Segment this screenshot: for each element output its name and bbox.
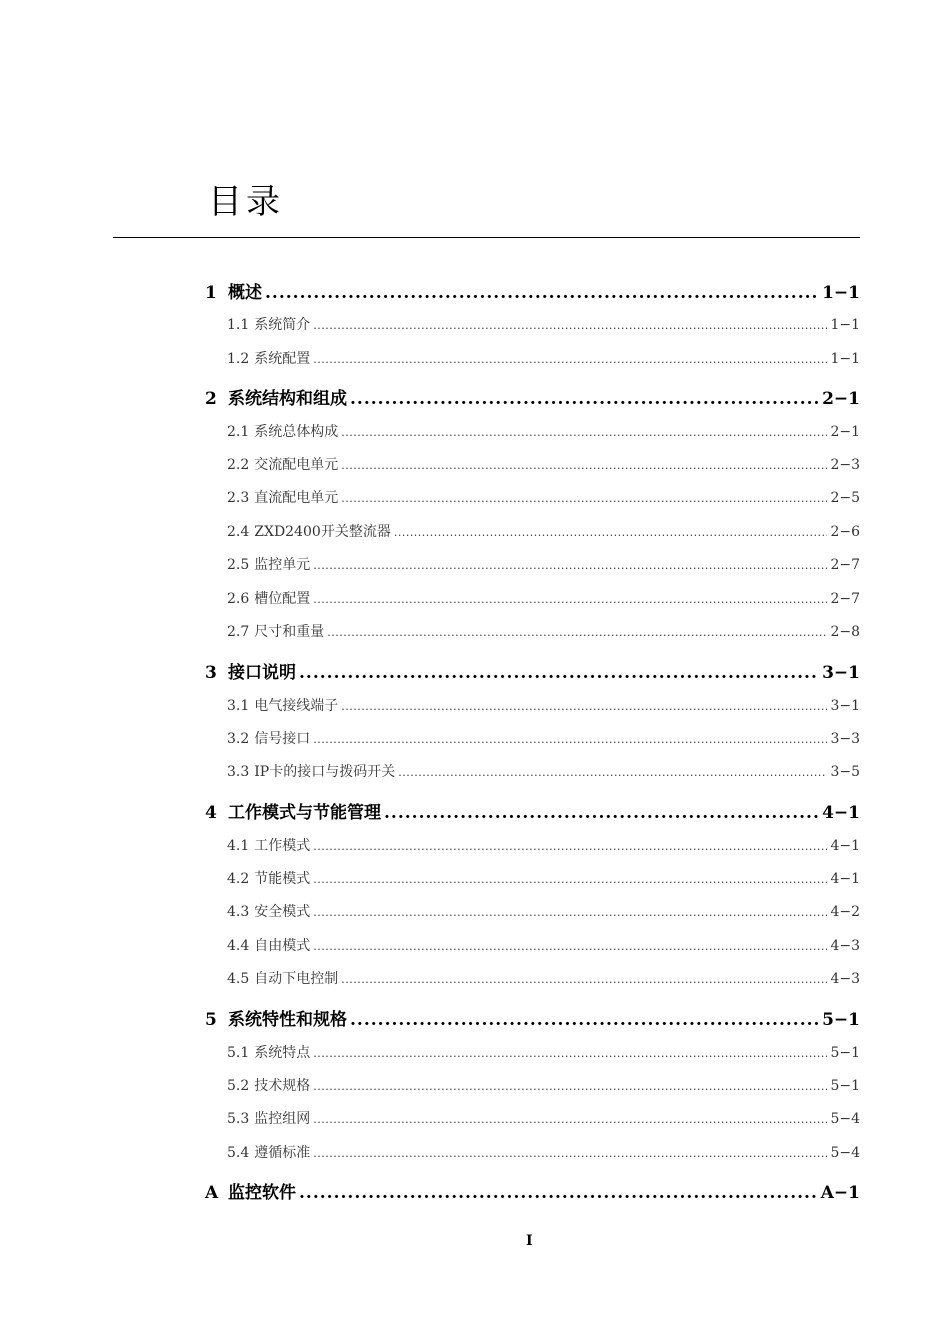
toc-entry-number: 4.2 xyxy=(227,871,250,887)
toc-entry-number: 2.7 xyxy=(227,624,250,640)
toc-entry-number: 1.2 xyxy=(227,351,250,367)
toc-entry-number: 5 xyxy=(205,1010,217,1030)
toc-entry-number: 5.3 xyxy=(227,1111,250,1127)
toc-entry-page: 5−1 xyxy=(830,1078,860,1094)
toc-entry-number: 4.5 xyxy=(227,971,250,987)
toc-entry-page: 4−1 xyxy=(830,838,860,854)
dot-leader xyxy=(341,426,827,439)
toc-entry-number: 2.6 xyxy=(227,591,250,607)
toc-entry-number: 2.1 xyxy=(227,424,250,440)
toc-entry-number: 2.3 xyxy=(227,490,250,506)
toc-entry-title: 系统总体构成 xyxy=(254,424,339,440)
toc-section-entry[interactable] xyxy=(205,1142,860,1162)
toc-section-entry[interactable] xyxy=(205,695,860,715)
toc-entry-title: 自由模式 xyxy=(254,938,311,954)
toc-section-entry[interactable] xyxy=(205,728,860,748)
toc-entry-page: 2−6 xyxy=(830,524,860,540)
toc-entry-number: 4 xyxy=(205,803,217,823)
toc-entry-title: 节能模式 xyxy=(254,871,311,887)
toc-entry-title: 系统特性和规格 xyxy=(228,1010,347,1030)
toc-entry-page: 4−3 xyxy=(830,938,860,954)
dot-leader xyxy=(350,1010,819,1030)
toc-entry-page: 5−4 xyxy=(830,1145,860,1161)
toc-entry-title: 监控组网 xyxy=(254,1111,311,1127)
toc-entry-page: 2−7 xyxy=(830,557,860,573)
toc-entry-title: 槽位配置 xyxy=(254,591,311,607)
toc-entry-title: 监控软件 xyxy=(228,1183,296,1203)
dot-leader xyxy=(350,389,819,409)
toc-entry-page: 2−5 xyxy=(830,490,860,506)
toc-entry-title: 概述 xyxy=(228,283,262,303)
toc-entry-page: 3−1 xyxy=(822,663,860,683)
toc-entry-title: 系统配置 xyxy=(254,351,311,367)
toc-entry-page: 5−1 xyxy=(822,1010,860,1030)
toc-entry-number: 4.3 xyxy=(227,904,250,920)
toc-entry-number: 1 xyxy=(205,283,217,303)
toc-section-entry[interactable] xyxy=(205,421,860,441)
dot-leader xyxy=(313,906,827,919)
toc-entry-title: 监控单元 xyxy=(254,557,311,573)
toc-section-entry[interactable] xyxy=(205,588,860,608)
toc-entry-page: 3−1 xyxy=(830,698,860,714)
toc-entry-number: 4.1 xyxy=(227,838,250,854)
dot-leader xyxy=(398,766,827,779)
toc-section-entry[interactable] xyxy=(205,868,860,888)
toc-section-entry[interactable] xyxy=(205,1042,860,1062)
toc-entry-title: IP卡的接口与拨码开关 xyxy=(254,764,396,780)
toc-entry-page: 1−1 xyxy=(822,283,860,303)
toc-entry-number: A xyxy=(205,1183,219,1203)
dot-leader xyxy=(313,840,827,853)
toc-entry-page: 5−1 xyxy=(830,1045,860,1061)
toc-entry-title: 系统结构和组成 xyxy=(228,389,347,409)
toc-entry-title: 工作模式 xyxy=(254,838,311,854)
dot-leader xyxy=(341,700,827,713)
toc-entry-number: 1.1 xyxy=(227,317,250,333)
toc-entry-page: 3−3 xyxy=(830,731,860,747)
toc-chapter-entry[interactable] xyxy=(205,278,860,303)
dot-leader xyxy=(313,593,827,606)
toc-entry-title: 遵循标准 xyxy=(254,1145,311,1161)
toc-chapter-entry[interactable] xyxy=(205,1178,860,1203)
toc-entry-number: 5.1 xyxy=(227,1045,250,1061)
dot-leader xyxy=(313,1047,827,1060)
toc-entry-number: 3.1 xyxy=(227,698,250,714)
toc-section-entry[interactable] xyxy=(205,554,860,574)
toc-entry-title: 交流配电单元 xyxy=(254,457,339,473)
toc-entry-page: 1−1 xyxy=(830,317,860,333)
toc-entry-title: 尺寸和重量 xyxy=(254,624,325,640)
title-rule xyxy=(113,237,860,238)
toc-section-entry[interactable] xyxy=(205,968,860,988)
toc-entry-page: A−1 xyxy=(820,1183,860,1203)
dot-leader xyxy=(313,559,827,572)
toc-entry-title: 工作模式与节能管理 xyxy=(228,803,381,823)
toc-entry-title: ZXD2400开关整流器 xyxy=(254,524,391,540)
toc-section-entry[interactable] xyxy=(205,835,860,855)
toc-chapter-entry[interactable] xyxy=(205,798,860,823)
dot-leader xyxy=(341,973,827,986)
dot-leader xyxy=(313,353,827,366)
dot-leader xyxy=(313,873,827,886)
toc-section-entry[interactable] xyxy=(205,348,860,368)
dot-leader xyxy=(299,1183,818,1203)
toc-section-entry[interactable] xyxy=(205,454,860,474)
toc-entry-page: 4−1 xyxy=(822,803,860,823)
toc-entry-number: 4.4 xyxy=(227,938,250,954)
toc-entry-title: 安全模式 xyxy=(254,904,311,920)
dot-leader xyxy=(313,1113,827,1126)
toc-entry-title: 接口说明 xyxy=(228,663,296,683)
toc-entry-title: 直流配电单元 xyxy=(254,490,339,506)
dot-leader xyxy=(327,626,827,639)
dot-leader xyxy=(265,283,819,303)
dot-leader xyxy=(394,526,828,539)
dot-leader xyxy=(313,319,827,332)
toc-section-entry[interactable] xyxy=(205,1075,860,1095)
toc-section-entry[interactable] xyxy=(205,487,860,507)
toc-entry-title: 自动下电控制 xyxy=(254,971,339,987)
toc-entry-page: 1−1 xyxy=(830,351,860,367)
dot-leader xyxy=(341,492,827,505)
toc-section-entry[interactable] xyxy=(205,314,860,334)
toc-section-entry[interactable] xyxy=(205,621,860,641)
toc-entry-number: 2 xyxy=(205,389,217,409)
dot-leader xyxy=(313,1080,827,1093)
toc-entry-page: 5−4 xyxy=(830,1111,860,1127)
toc-entry-page: 4−1 xyxy=(830,871,860,887)
dot-leader xyxy=(313,1147,827,1160)
toc-entry-title: 系统特点 xyxy=(254,1045,311,1061)
toc-entry-number: 2.5 xyxy=(227,557,250,573)
dot-leader xyxy=(384,803,819,823)
toc-entry-page: 4−2 xyxy=(830,904,860,920)
toc-entry-title: 信号接口 xyxy=(254,731,311,747)
toc-entry-page: 2−7 xyxy=(830,591,860,607)
toc-section-entry[interactable] xyxy=(205,935,860,955)
page-number: I xyxy=(526,1233,533,1249)
toc-chapter-entry[interactable] xyxy=(205,658,860,683)
toc-entry-page: 2−1 xyxy=(830,424,860,440)
toc-chapter-entry[interactable] xyxy=(205,1005,860,1030)
toc-entry-number: 3.2 xyxy=(227,731,250,747)
toc-entry-page: 3−5 xyxy=(830,764,860,780)
toc-section-entry[interactable] xyxy=(205,901,860,921)
toc-entry-page: 4−3 xyxy=(830,971,860,987)
toc-entry-number: 2.4 xyxy=(227,524,250,540)
toc-section-entry[interactable] xyxy=(205,1108,860,1128)
dot-leader xyxy=(299,663,819,683)
toc-section-entry[interactable] xyxy=(205,521,860,541)
toc-chapter-entry[interactable] xyxy=(205,384,860,409)
toc-entry-page: 2−1 xyxy=(822,389,860,409)
dot-leader xyxy=(313,733,827,746)
toc-entry-page: 2−8 xyxy=(830,624,860,640)
page-title: 目录 xyxy=(208,182,284,222)
toc-entry-title: 电气接线端子 xyxy=(254,698,339,714)
dot-leader xyxy=(313,940,827,953)
toc-entry-number: 3.3 xyxy=(227,764,250,780)
toc-entry-number: 3 xyxy=(205,663,217,683)
dot-leader xyxy=(341,459,827,472)
toc-entry-number: 5.4 xyxy=(227,1145,250,1161)
toc-entry-page: 2−3 xyxy=(830,457,860,473)
toc-entry-number: 5.2 xyxy=(227,1078,250,1094)
toc-section-entry[interactable] xyxy=(205,761,860,781)
toc-entry-title: 技术规格 xyxy=(254,1078,311,1094)
toc-entry-number: 2.2 xyxy=(227,457,250,473)
toc-entry-title: 系统简介 xyxy=(254,317,311,333)
